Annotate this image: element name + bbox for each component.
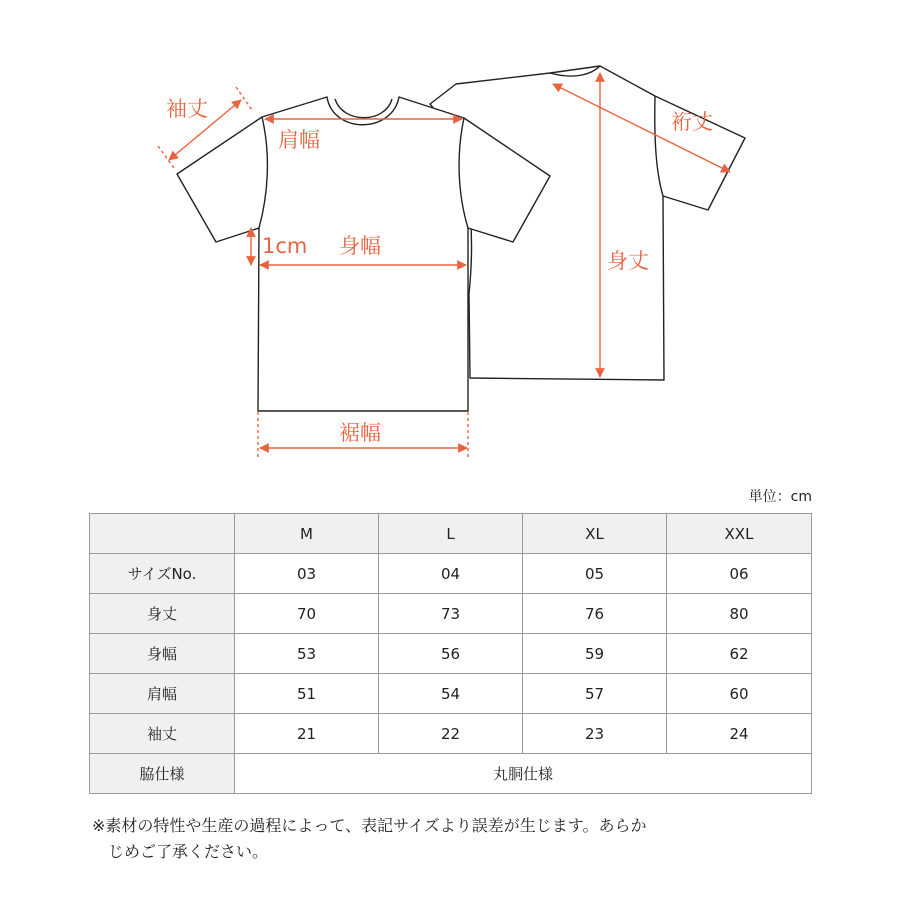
table-cell: 54 bbox=[379, 674, 523, 714]
raglan-length-label: 裄丈 bbox=[671, 110, 713, 134]
column-header-m: M bbox=[235, 514, 379, 554]
table-cell: 59 bbox=[523, 634, 667, 674]
table-cell: 70 bbox=[235, 594, 379, 634]
table-cell: 24 bbox=[667, 714, 812, 754]
body-width-label: 身幅 bbox=[339, 234, 381, 258]
row-label: 肩幅 bbox=[90, 674, 235, 714]
table-row-side-spec bbox=[90, 754, 812, 794]
table-row bbox=[90, 554, 812, 594]
table-cell: 21 bbox=[235, 714, 379, 754]
disclaimer-note bbox=[92, 813, 812, 865]
table-header-row bbox=[90, 514, 812, 554]
table-row bbox=[90, 594, 812, 634]
body-length-label: 身丈 bbox=[607, 249, 649, 273]
note-line-1: ※素材の特性や生産の過程によって、表記サイズより誤差が生じます。あらか bbox=[92, 816, 647, 835]
row-label: 身丈 bbox=[90, 594, 235, 634]
size-table bbox=[89, 513, 812, 794]
table-cell: 22 bbox=[379, 714, 523, 754]
table-cell: 73 bbox=[379, 594, 523, 634]
table-row bbox=[90, 634, 812, 674]
column-header-l: L bbox=[379, 514, 523, 554]
table-cell: 04 bbox=[379, 554, 523, 594]
table-cell: 03 bbox=[235, 554, 379, 594]
table-row bbox=[90, 714, 812, 754]
table-cell: 60 bbox=[667, 674, 812, 714]
one-cm-label: 1cm bbox=[262, 234, 308, 258]
hem-width-label: 裾幅 bbox=[339, 421, 381, 445]
table-cell: 53 bbox=[235, 634, 379, 674]
table-cell: 23 bbox=[523, 714, 667, 754]
shoulder-width-label: 肩幅 bbox=[278, 128, 320, 152]
table-cell: 51 bbox=[235, 674, 379, 714]
table-cell: 62 bbox=[667, 634, 812, 674]
unit-label: 単位：cm bbox=[748, 489, 812, 505]
table-cell: 80 bbox=[667, 594, 812, 634]
sleeve-length-label: 袖丈 bbox=[166, 97, 208, 121]
table-corner-cell bbox=[90, 514, 235, 554]
column-header-xl: XL bbox=[523, 514, 667, 554]
side-spec-cell: 丸胴仕様 bbox=[235, 754, 812, 794]
row-label: 袖丈 bbox=[90, 714, 235, 754]
column-header-xxl: XXL bbox=[667, 514, 812, 554]
row-label: サイズNo. bbox=[90, 554, 235, 594]
row-label: 脇仕様 bbox=[90, 754, 235, 794]
table-cell: 05 bbox=[523, 554, 667, 594]
row-label: 身幅 bbox=[90, 634, 235, 674]
note-line-2: じめご了承ください。 bbox=[108, 842, 269, 861]
table-cell: 76 bbox=[523, 594, 667, 634]
table-cell: 56 bbox=[379, 634, 523, 674]
table-row bbox=[90, 674, 812, 714]
table-cell: 06 bbox=[667, 554, 812, 594]
table-cell: 57 bbox=[523, 674, 667, 714]
